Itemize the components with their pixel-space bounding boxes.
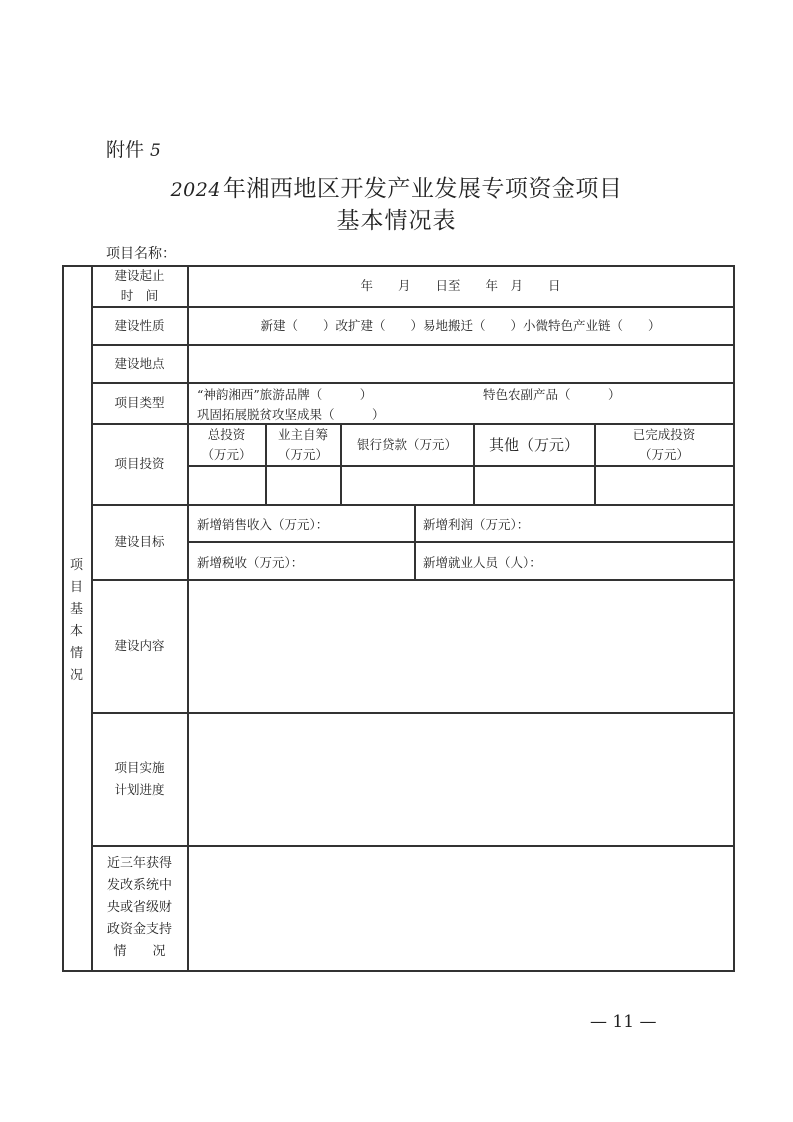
label-project-investment: 项目投资 xyxy=(114,456,165,471)
label-text: 发改系统中 xyxy=(106,878,172,893)
invest-header-self-funded xyxy=(266,424,340,465)
invest-bank-loan-field[interactable] xyxy=(341,466,473,504)
section-char: 情 xyxy=(69,646,83,661)
label-funding-support xyxy=(92,846,187,970)
project-type-option-poverty[interactable]: 巩固拓展脱贫攻坚成果（ ） xyxy=(197,407,385,422)
section-char: 项 xyxy=(69,558,83,573)
header-text: 总投资 xyxy=(207,426,246,442)
invest-total-field[interactable] xyxy=(188,466,265,504)
label-text: 计划进度 xyxy=(114,782,165,797)
goal-new-profit-field[interactable]: 新增利润（万元）： xyxy=(423,517,530,532)
section-char: 本 xyxy=(69,624,83,639)
row-divider xyxy=(91,382,735,384)
label-text: 时 间 xyxy=(120,288,159,303)
document-title-line1 xyxy=(0,170,793,203)
construction-period-field[interactable]: 年 月 日至 年 月 日 xyxy=(360,278,561,293)
header-text: 已完成投资 xyxy=(632,426,696,442)
title-year: 2024 xyxy=(170,179,221,201)
label-text: 政资金支持 xyxy=(106,922,172,937)
invest-self-funded-field[interactable] xyxy=(266,466,340,504)
construction-content-field[interactable] xyxy=(188,580,733,712)
label-text: 近三年获得 xyxy=(106,856,172,871)
label-text: 项目实施 xyxy=(114,760,165,775)
label-text: 央或省级财 xyxy=(106,900,172,915)
document-title-line2: 基本情况表 xyxy=(336,208,457,234)
label-text: 情 况 xyxy=(113,944,166,959)
label-project-type: 项目类型 xyxy=(114,395,165,410)
invest-completed-field[interactable] xyxy=(595,466,733,504)
goal-new-sales-field[interactable]: 新增销售收入（万元）： xyxy=(197,517,329,532)
invest-other-field[interactable] xyxy=(474,466,594,504)
label-construction-location: 建设地点 xyxy=(114,355,165,371)
attachment-label xyxy=(106,135,161,162)
label-construction-period xyxy=(92,266,187,306)
implementation-schedule-field[interactable] xyxy=(188,713,733,845)
table-border-right xyxy=(733,265,735,972)
header-text: 业主自筹 xyxy=(277,426,328,442)
project-name-label: 项目名称： xyxy=(106,246,176,262)
goals-col-divider xyxy=(414,504,416,581)
label-text: 建设起止 xyxy=(114,268,165,283)
construction-location-field[interactable] xyxy=(188,345,733,382)
page-number: — 11 — xyxy=(590,1012,657,1032)
section-char: 基 xyxy=(69,602,83,617)
goal-new-tax-field[interactable]: 新增税收（万元）： xyxy=(197,555,304,570)
header-text: （万元） xyxy=(638,446,689,462)
funding-support-field[interactable] xyxy=(188,846,733,970)
section-char: 况 xyxy=(69,668,83,683)
label-construction-goals: 建设目标 xyxy=(114,534,165,549)
table-border-bottom xyxy=(62,970,735,972)
row-divider xyxy=(187,541,735,543)
title-text: 年湘西地区开发产业发展专项资金项目 xyxy=(222,176,623,202)
label-construction-nature: 建设性质 xyxy=(114,317,165,333)
invest-header-total xyxy=(188,424,265,465)
invest-header-completed xyxy=(595,424,733,465)
row-divider xyxy=(91,504,735,506)
invest-header-other: 其他（万元） xyxy=(488,435,579,454)
invest-header-bank-loan: 银行贷款（万元） xyxy=(356,436,457,452)
attachment-text: 附件 xyxy=(106,139,145,161)
section-char: 目 xyxy=(69,580,83,595)
section-label-project-basic-info xyxy=(62,555,91,687)
label-implementation-schedule xyxy=(92,713,187,845)
construction-nature-field[interactable]: 新建（ ）改扩建（ ）易地搬迁（ ）小微特色产业链（ ） xyxy=(260,317,661,333)
goal-new-employment-field[interactable]: 新增就业人员（人）： xyxy=(423,555,542,570)
header-text: （万元） xyxy=(201,446,252,462)
project-type-option-agri[interactable]: 特色农副产品（ ） xyxy=(483,387,621,402)
project-type-option-tourism[interactable]: “神韵湘西”旅游品牌（ ） xyxy=(197,387,373,402)
label-construction-content: 建设内容 xyxy=(114,638,165,653)
header-text: （万元） xyxy=(277,446,328,462)
attachment-number: 5 xyxy=(150,141,161,161)
